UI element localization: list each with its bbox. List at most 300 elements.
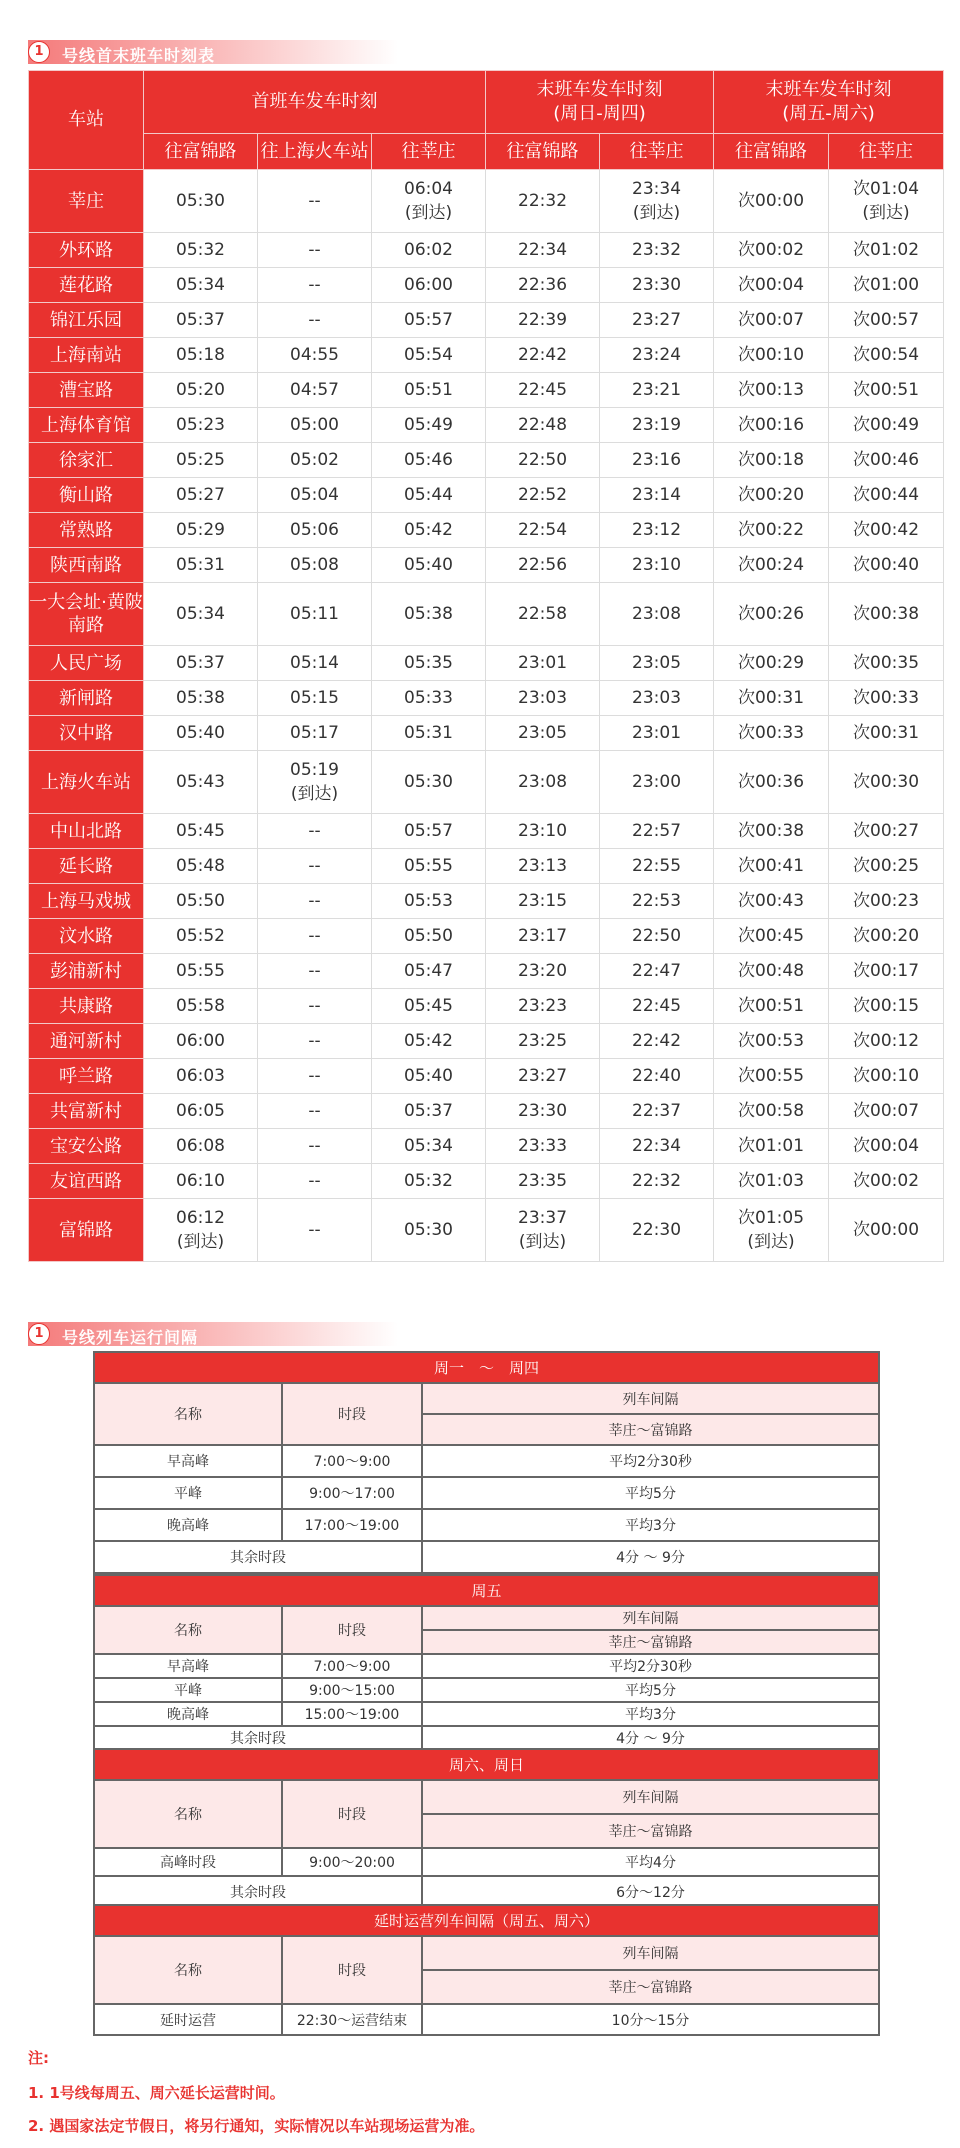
- cell-line: 22:37: [632, 1101, 682, 1121]
- time-cell: [144, 233, 258, 268]
- subheader-direction: 往莘庄: [600, 134, 714, 170]
- time-cell: [144, 1129, 258, 1164]
- station-row: [29, 646, 944, 681]
- cell-line: 次01:04: [853, 179, 920, 199]
- time-cell: [144, 1199, 258, 1262]
- time-cell: [258, 443, 372, 478]
- cell-line: 05:44: [404, 485, 453, 505]
- cell-line: 南路: [68, 615, 104, 636]
- time-cell: [258, 408, 372, 443]
- cell-line: 宝安公路: [50, 1135, 122, 1157]
- interval-table: [93, 1574, 880, 1751]
- time-cell: [714, 919, 829, 954]
- time-cell: [258, 1094, 372, 1129]
- cell-line: --: [308, 1220, 321, 1240]
- cell-line: 共康路: [59, 995, 113, 1017]
- time-cell: [829, 170, 944, 233]
- time-cell: [600, 1094, 714, 1129]
- time-cell: [829, 1129, 944, 1164]
- time-cell: [486, 989, 600, 1024]
- time-cell: [258, 751, 372, 814]
- time-cell: [258, 1059, 372, 1094]
- time-cell: [258, 1024, 372, 1059]
- cell-line: 05:00: [290, 415, 339, 435]
- cell-line: 23:03: [518, 688, 568, 708]
- cell-line: 次00:20: [738, 485, 805, 505]
- station-row: [29, 583, 944, 646]
- cell-line: 05:53: [404, 891, 453, 911]
- cell-line: 次00:57: [853, 310, 920, 330]
- cell-line: 05:49: [404, 415, 453, 435]
- time-cell: [372, 849, 486, 884]
- period-time: 22:30～运营结束: [282, 2004, 422, 2035]
- time-cell: [714, 233, 829, 268]
- interval-title-row: [94, 1905, 879, 1936]
- station-name: [29, 849, 144, 884]
- time-cell: [486, 884, 600, 919]
- time-cell: [144, 849, 258, 884]
- cell-line: --: [308, 1171, 321, 1191]
- cell-line: 22:52: [518, 485, 568, 505]
- cell-line: 次00:04: [738, 275, 805, 295]
- header-last-weekday-line2: (周日-周四): [553, 103, 646, 124]
- cell-line: 23:35: [518, 1171, 568, 1191]
- route-header: 莘庄～富锦路: [422, 1970, 879, 2004]
- cell-line: 次00:48: [738, 961, 805, 981]
- station-row: [29, 1199, 944, 1262]
- cell-line: 次00:16: [738, 415, 805, 435]
- time-cell: [372, 646, 486, 681]
- cell-line: 莘庄: [68, 190, 104, 212]
- cell-line: 次01:00: [853, 275, 920, 295]
- cell-line: 22:55: [632, 856, 682, 876]
- cell-line: 05:25: [176, 450, 225, 470]
- cell-line: 22:56: [518, 555, 568, 575]
- header-last-weekday: [486, 71, 714, 134]
- time-cell: [486, 408, 600, 443]
- interval-block-title: 周六、周日: [94, 1749, 879, 1780]
- time-cell: [258, 233, 372, 268]
- time-cell: [258, 268, 372, 303]
- cell-line: 次00:36: [738, 772, 805, 792]
- cell-line: 05:02: [290, 450, 339, 470]
- time-cell: [714, 954, 829, 989]
- cell-line: 23:12: [632, 520, 682, 540]
- cell-line: 22:45: [518, 380, 568, 400]
- time-cell: [258, 681, 372, 716]
- cell-line: 次00:17: [853, 961, 920, 981]
- cell-line: 05:35: [404, 653, 453, 673]
- cell-line: 06:05: [176, 1101, 225, 1121]
- time-cell: [829, 1059, 944, 1094]
- cell-line: 23:17: [518, 926, 568, 946]
- station-name: [29, 408, 144, 443]
- section-header-intervals: [28, 1322, 398, 1346]
- time-cell: [714, 303, 829, 338]
- station-name: [29, 233, 144, 268]
- period-interval: 平均3分: [422, 1702, 879, 1726]
- other-periods-interval: 6分～12分: [422, 1876, 879, 1908]
- time-cell: [600, 849, 714, 884]
- cell-line: (到达): [518, 1232, 567, 1252]
- cell-line: 23:37: [518, 1208, 568, 1228]
- cell-line: 次00:27: [853, 821, 920, 841]
- interval-table: [93, 1351, 880, 1574]
- cell-line: 22:36: [518, 275, 568, 295]
- cell-line: 22:47: [632, 961, 682, 981]
- cell-line: 次00:29: [738, 653, 805, 673]
- cell-line: 次00:41: [738, 856, 805, 876]
- cell-line: 22:34: [518, 240, 568, 260]
- time-cell: [486, 170, 600, 233]
- time-cell: [714, 1199, 829, 1262]
- interval-header-row: [94, 1383, 879, 1414]
- cell-line: (到达): [176, 1232, 225, 1252]
- cell-line: --: [308, 856, 321, 876]
- cell-line: --: [308, 961, 321, 981]
- time-cell: [258, 814, 372, 849]
- station-row: [29, 954, 944, 989]
- time-cell: [372, 408, 486, 443]
- time-cell: [829, 919, 944, 954]
- time-cell: [714, 681, 829, 716]
- period-interval: 平均5分: [422, 1678, 879, 1702]
- cell-line: 次00:18: [738, 450, 805, 470]
- col-interval-header: 列车间隔: [422, 1780, 879, 1814]
- time-cell: [829, 478, 944, 513]
- station-row: [29, 849, 944, 884]
- line-number-badge: 1: [28, 41, 50, 63]
- cell-line: 23:10: [632, 555, 682, 575]
- time-cell: [600, 1129, 714, 1164]
- cell-line: --: [308, 1136, 321, 1156]
- period-name: 高峰时段: [94, 1848, 282, 1876]
- time-cell: [486, 919, 600, 954]
- time-cell: [144, 443, 258, 478]
- cell-line: 23:01: [518, 653, 568, 673]
- time-cell: [144, 1164, 258, 1199]
- cell-line: 次00:51: [738, 996, 805, 1016]
- cell-line: --: [308, 1101, 321, 1121]
- subheader-direction: 往富锦路: [144, 134, 258, 170]
- time-cell: [144, 681, 258, 716]
- cell-line: 次00:13: [738, 380, 805, 400]
- cell-line: 23:21: [632, 380, 682, 400]
- time-cell: [600, 716, 714, 751]
- cell-line: 23:20: [518, 961, 568, 981]
- time-cell: [144, 884, 258, 919]
- time-cell: [829, 268, 944, 303]
- interval-block-title: 周五: [94, 1575, 879, 1606]
- time-cell: [714, 513, 829, 548]
- period-name: 早高峰: [94, 1654, 282, 1678]
- cell-line: 23:27: [518, 1066, 568, 1086]
- cell-line: 05:30: [404, 1220, 453, 1240]
- time-cell: [829, 443, 944, 478]
- interval-table: [93, 1904, 880, 2036]
- time-cell: [144, 373, 258, 408]
- time-cell: [486, 478, 600, 513]
- time-cell: [600, 583, 714, 646]
- time-cell: [258, 478, 372, 513]
- period-interval: 10分～15分: [422, 2004, 879, 2035]
- cell-line: 徐家汇: [59, 449, 113, 471]
- cell-line: 23:05: [518, 723, 568, 743]
- interval-row: [94, 1654, 879, 1678]
- line-number-badge: 1: [28, 1323, 50, 1345]
- time-cell: [600, 919, 714, 954]
- time-cell: [144, 583, 258, 646]
- cell-line: 23:30: [518, 1101, 568, 1121]
- time-cell: [144, 954, 258, 989]
- station-name: [29, 646, 144, 681]
- interval-title-row: [94, 1749, 879, 1780]
- time-cell: [486, 513, 600, 548]
- cell-line: 05:34: [176, 275, 225, 295]
- cell-line: 23:08: [518, 772, 568, 792]
- period-time: 15:00～19:00: [282, 1702, 422, 1726]
- time-cell: [486, 716, 600, 751]
- period-interval: 平均5分: [422, 1477, 879, 1509]
- station-row: [29, 814, 944, 849]
- period-time: 9:00～15:00: [282, 1678, 422, 1702]
- station-row: [29, 170, 944, 233]
- station-name: [29, 716, 144, 751]
- cell-line: 共富新村: [50, 1100, 122, 1122]
- time-cell: [486, 849, 600, 884]
- station-name: [29, 478, 144, 513]
- time-cell: [258, 373, 372, 408]
- time-cell: [829, 954, 944, 989]
- cell-line: 05:42: [404, 1031, 453, 1051]
- time-cell: [600, 1164, 714, 1199]
- cell-line: 次00:53: [738, 1031, 805, 1051]
- cell-line: 23:34: [632, 179, 682, 199]
- time-cell: [144, 814, 258, 849]
- time-cell: [829, 849, 944, 884]
- time-cell: [144, 716, 258, 751]
- time-cell: [144, 548, 258, 583]
- cell-line: 次00:45: [738, 926, 805, 946]
- cell-line: 常熟路: [59, 519, 113, 541]
- station-row: [29, 478, 944, 513]
- station-name: [29, 884, 144, 919]
- station-row: [29, 989, 944, 1024]
- cell-line: 次00:00: [738, 191, 805, 211]
- cell-line: 22:57: [632, 821, 682, 841]
- cell-line: 次00:12: [853, 1031, 920, 1051]
- cell-line: 漕宝路: [59, 379, 113, 401]
- cell-line: 23:23: [518, 996, 568, 1016]
- cell-line: 05:37: [176, 653, 225, 673]
- time-cell: [600, 646, 714, 681]
- cell-line: 05:55: [404, 856, 453, 876]
- station-name: [29, 954, 144, 989]
- cell-line: (到达): [747, 1232, 795, 1252]
- interval-row: [94, 1509, 879, 1541]
- header-station: 车站: [29, 71, 144, 170]
- period-time: 7:00～9:00: [282, 1445, 422, 1477]
- cell-line: 22:34: [632, 1136, 682, 1156]
- time-cell: [600, 268, 714, 303]
- station-name: [29, 548, 144, 583]
- time-cell: [372, 303, 486, 338]
- time-cell: [372, 1059, 486, 1094]
- time-cell: [486, 373, 600, 408]
- cell-line: 05:20: [176, 380, 225, 400]
- time-cell: [372, 170, 486, 233]
- station-name: [29, 919, 144, 954]
- time-cell: [258, 716, 372, 751]
- period-name: 早高峰: [94, 1445, 282, 1477]
- cell-line: 次00:33: [853, 688, 920, 708]
- col-name-header: 名称: [94, 1606, 282, 1654]
- cell-line: --: [308, 1031, 321, 1051]
- time-cell: [829, 716, 944, 751]
- cell-line: 衡山路: [59, 484, 113, 506]
- col-interval-header: 列车间隔: [422, 1606, 879, 1630]
- cell-line: 05:52: [176, 926, 225, 946]
- col-interval-header: 列车间隔: [422, 1383, 879, 1414]
- time-cell: [714, 408, 829, 443]
- cell-line: 次00:51: [853, 380, 920, 400]
- col-name-header: 名称: [94, 1780, 282, 1848]
- time-cell: [144, 408, 258, 443]
- time-cell: [714, 751, 829, 814]
- other-periods-label: 其余时段: [94, 1876, 422, 1908]
- cell-line: 次00:31: [738, 688, 805, 708]
- cell-line: 22:30: [632, 1220, 682, 1240]
- time-cell: [714, 338, 829, 373]
- cell-line: 05:33: [404, 688, 453, 708]
- cell-line: 05:38: [404, 604, 453, 624]
- station-name: [29, 1164, 144, 1199]
- cell-line: 次00:35: [853, 653, 920, 673]
- time-cell: [372, 338, 486, 373]
- cell-line: 04:57: [290, 380, 339, 400]
- time-cell: [829, 513, 944, 548]
- cell-line: 05:46: [404, 450, 453, 470]
- time-cell: [372, 513, 486, 548]
- time-cell: [600, 954, 714, 989]
- time-cell: [258, 548, 372, 583]
- time-cell: [372, 716, 486, 751]
- time-cell: [486, 1199, 600, 1262]
- station-name: [29, 583, 144, 646]
- time-cell: [600, 443, 714, 478]
- time-cell: [372, 814, 486, 849]
- station-row: [29, 681, 944, 716]
- time-cell: [258, 849, 372, 884]
- time-cell: [829, 751, 944, 814]
- time-cell: [829, 548, 944, 583]
- section-title: 号线首末班车时刻表: [62, 46, 216, 65]
- cell-line: 新闸路: [59, 687, 113, 709]
- other-periods-interval: 4分 ～ 9分: [422, 1541, 879, 1573]
- interval-other-row: [94, 1541, 879, 1573]
- time-cell: [714, 1059, 829, 1094]
- time-cell: [829, 233, 944, 268]
- cell-line: 22:58: [518, 604, 568, 624]
- cell-line: --: [308, 891, 321, 911]
- col-name-header: 名称: [94, 1936, 282, 2004]
- interval-row: [94, 1477, 879, 1509]
- cell-line: 23:16: [632, 450, 682, 470]
- time-cell: [714, 443, 829, 478]
- section-header-timetable: [28, 40, 398, 64]
- cell-line: 22:54: [518, 520, 568, 540]
- route-header: 莘庄～富锦路: [422, 1630, 879, 1654]
- cell-line: 06:03: [176, 1066, 225, 1086]
- time-cell: [714, 1024, 829, 1059]
- cell-line: 22:32: [632, 1171, 682, 1191]
- time-cell: [600, 408, 714, 443]
- cell-line: 05:57: [404, 821, 453, 841]
- station-row: [29, 443, 944, 478]
- time-cell: [372, 751, 486, 814]
- station-name: [29, 513, 144, 548]
- cell-line: 次00:49: [853, 415, 920, 435]
- station-name: [29, 373, 144, 408]
- cell-line: 05:50: [404, 926, 453, 946]
- time-cell: [829, 1094, 944, 1129]
- col-interval-header: 列车间隔: [422, 1936, 879, 1970]
- station-name: [29, 1024, 144, 1059]
- interval-table: [93, 1748, 880, 1909]
- time-cell: [714, 1129, 829, 1164]
- cell-line: 23:08: [632, 604, 682, 624]
- cell-line: 05:40: [404, 1066, 453, 1086]
- time-cell: [714, 478, 829, 513]
- cell-line: 22:42: [518, 345, 568, 365]
- time-cell: [714, 814, 829, 849]
- time-cell: [144, 513, 258, 548]
- time-cell: [600, 338, 714, 373]
- time-cell: [144, 1024, 258, 1059]
- station-name: [29, 1129, 144, 1164]
- time-cell: [144, 170, 258, 233]
- cell-line: 22:40: [632, 1066, 682, 1086]
- cell-line: 23:19: [632, 415, 682, 435]
- time-cell: [829, 303, 944, 338]
- period-name: 晚高峰: [94, 1509, 282, 1541]
- time-cell: [144, 751, 258, 814]
- cell-line: 05:37: [176, 310, 225, 330]
- time-cell: [144, 989, 258, 1024]
- cell-line: (到达): [862, 203, 910, 223]
- cell-line: 次00:54: [853, 345, 920, 365]
- cell-line: 05:47: [404, 961, 453, 981]
- time-cell: [372, 233, 486, 268]
- time-cell: [600, 884, 714, 919]
- cell-line: 人民广场: [50, 652, 122, 674]
- time-cell: [714, 268, 829, 303]
- cell-line: 汶水路: [59, 925, 113, 947]
- cell-line: 次00:38: [853, 604, 920, 624]
- cell-line: (到达): [290, 784, 339, 804]
- cell-line: 次00:25: [853, 856, 920, 876]
- cell-line: 外环路: [59, 239, 113, 261]
- time-cell: [486, 268, 600, 303]
- station-row: [29, 303, 944, 338]
- note-item: 1. 1号线每周五、周六延长运营时间。: [28, 2084, 285, 2102]
- cell-line: 05:29: [176, 520, 225, 540]
- station-row: [29, 1129, 944, 1164]
- time-cell: [486, 646, 600, 681]
- cell-line: 23:24: [632, 345, 682, 365]
- cell-line: 彭浦新村: [50, 960, 122, 982]
- time-cell: [714, 716, 829, 751]
